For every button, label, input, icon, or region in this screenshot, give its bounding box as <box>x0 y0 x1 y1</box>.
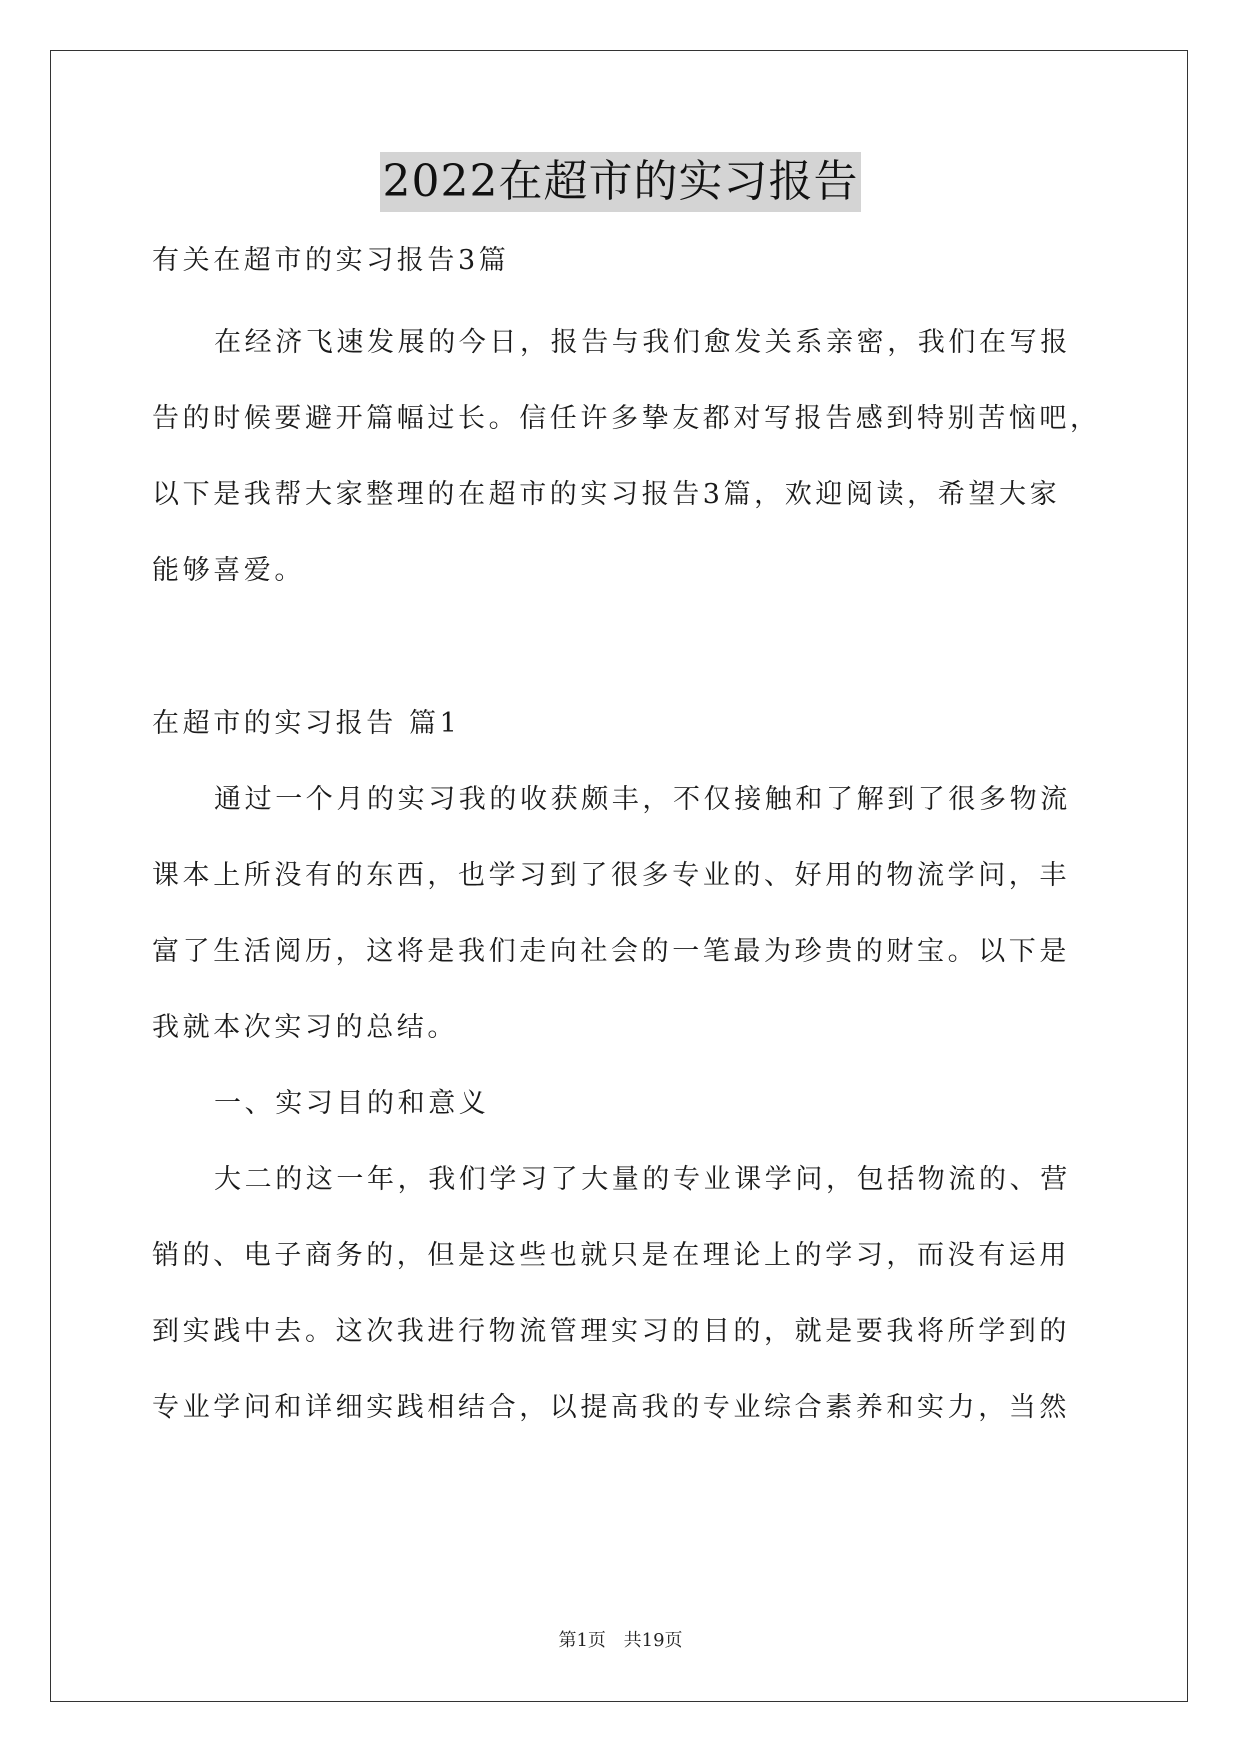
title-container <box>0 152 1241 212</box>
paragraph-line: 以下是我帮大家整理的在超市的实习报告3篇，欢迎阅读，希望大家 <box>152 479 1061 510</box>
paragraph-line: 告的时候要避开篇幅过长。信任许多挚友都对写报告感到特别苦恼吧， <box>152 403 1101 434</box>
paragraph-line: 通过一个月的实习我的收获颇丰，不仅接触和了解到了很多物流 <box>214 784 1071 815</box>
section-paragraph-1 <box>152 779 1092 1049</box>
intro-paragraph <box>152 322 1101 592</box>
section-paragraph-2 <box>152 1159 1092 1429</box>
paragraph-line: 大二的这一年，我们学习了大量的专业课学问，包括物流的、营 <box>214 1164 1071 1195</box>
paragraph-line: 课本上所没有的东西，也学习到了很多专业的、好用的物流学问，丰 <box>152 860 1070 891</box>
document-body <box>152 240 1101 1429</box>
section-subheading: 一、实习目的和意义 <box>214 1088 490 1119</box>
document-subtitle: 有关在超市的实习报告3篇 <box>152 245 510 276</box>
page-number: 第1页 <box>558 1630 606 1651</box>
paragraph-line: 专业学问和详细实践相结合，以提高我的专业综合素养和实力，当然 <box>152 1392 1070 1423</box>
section-heading: 在超市的实习报告 篇1 <box>152 708 461 739</box>
paragraph-line: 销的、电子商务的，但是这些也就只是在理论上的学习，而没有运用 <box>152 1240 1070 1271</box>
paragraph-line: 到实践中去。这次我进行物流管理实习的目的，就是要我将所学到的 <box>152 1316 1070 1347</box>
paragraph-line: 我就本次实习的总结。 <box>152 1012 458 1043</box>
paragraph-line: 能够喜爱。 <box>152 555 305 586</box>
paragraph-line: 在经济飞速发展的今日，报告与我们愈发关系亲密，我们在写报 <box>214 327 1071 358</box>
document-title: 2022在超市的实习报告 <box>380 152 862 212</box>
paragraph-line: 富了生活阅历，这将是我们走向社会的一笔最为珍贵的财宝。以下是 <box>152 936 1070 967</box>
page-footer <box>0 1626 1241 1652</box>
page-total: 共19页 <box>623 1630 683 1651</box>
